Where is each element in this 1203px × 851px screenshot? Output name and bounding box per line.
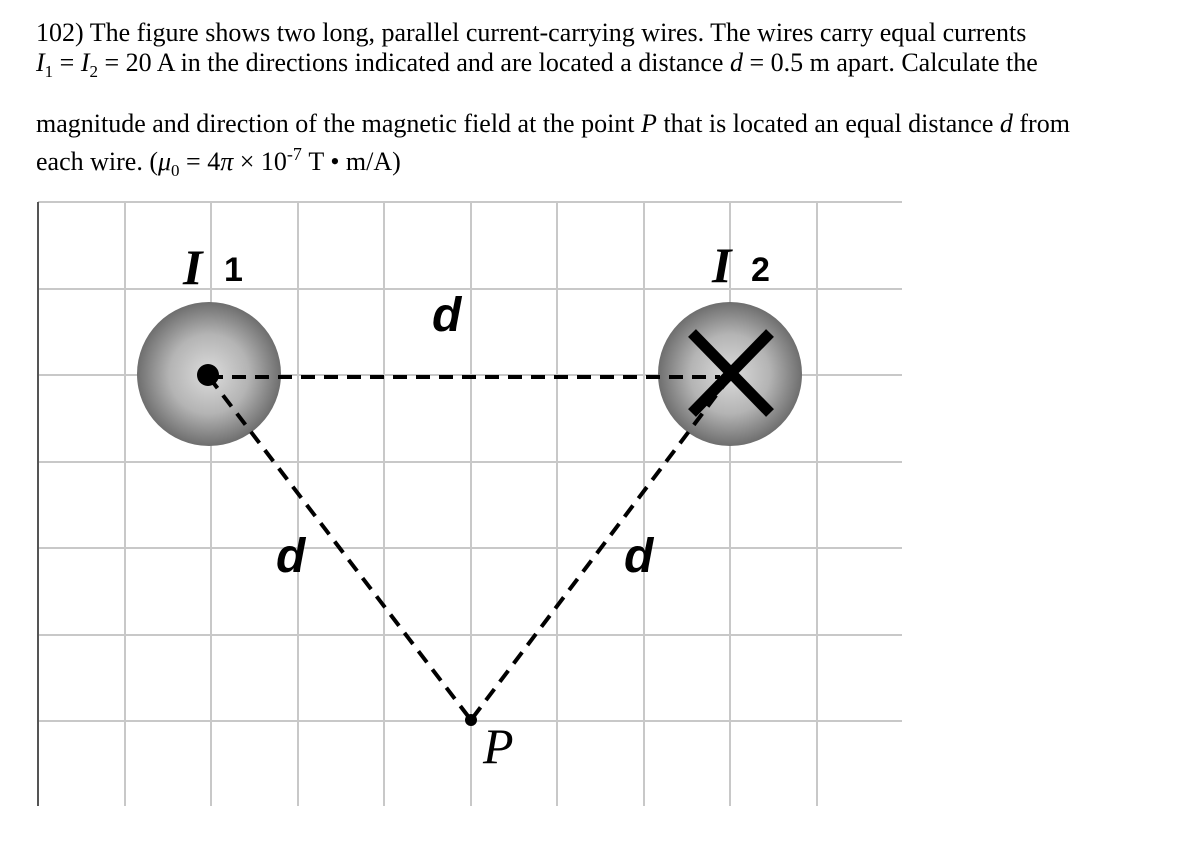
point-p-dot [465,714,477,726]
point-p-label: P [483,718,514,774]
distance-symbol: d [729,48,743,77]
mu-subscript: 0 [171,161,180,180]
question-line-3-text-b: that is located an equal distance [656,109,1000,138]
wire-2-subscript: 2 [751,251,770,289]
question-line-4-text-b: = 4 [179,147,221,176]
wire-1-subscript: 1 [224,251,243,289]
current-2-subscript: 2 [89,62,99,81]
question-number: 102) [36,18,84,47]
current-1-subscript: 1 [44,62,54,81]
current-value-text: = 20 A in the directions indicated and are located a distance [98,48,730,77]
exponent: -7 [286,144,302,164]
pi-symbol: π [220,147,234,176]
current-1-symbol: I [36,48,45,77]
equals-1: = [53,48,81,77]
mu-symbol: μ [157,147,172,176]
current-2-symbol: I [80,48,90,77]
top-distance-label: d [432,289,462,342]
right-distance-label: d [624,530,654,583]
left-distance-label: d [276,530,306,583]
distance-symbol-2: d [999,109,1013,138]
question-line-4-text-c: × 10 [233,147,287,176]
question-line-3-text: magnitude and direction of the magnetic field at the point [36,109,642,138]
question-line-4-text-d: T • m/A) [301,147,401,176]
question-line-1-text: The figure shows two long, parallel current-carrying wires. The wires carry equal currents [89,18,1027,47]
out-of-page-dot-icon [197,364,219,386]
wire-1-label: I [183,239,203,295]
distance-value-text: = 0.5 m apart. Calculate the [742,48,1038,77]
question-line-3-text-c: from [1012,109,1070,138]
wire-2-label: I [712,237,732,293]
question-line-4-text-a: each wire. ( [36,147,158,176]
point-symbol: P [641,109,657,138]
